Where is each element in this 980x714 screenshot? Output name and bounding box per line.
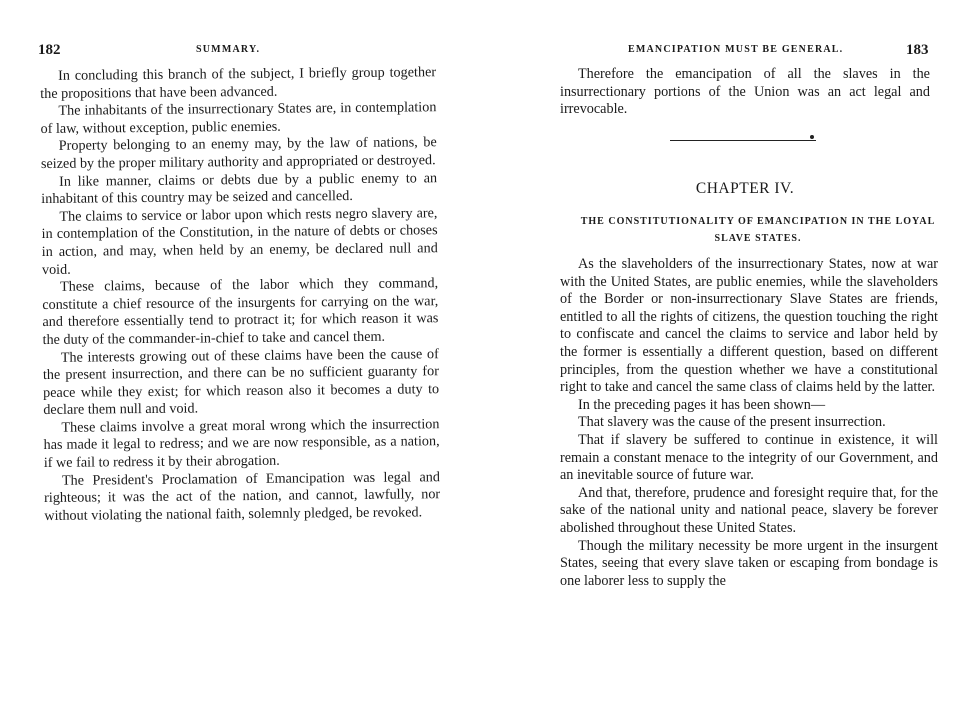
paragraph: In like manner, claims or debts due by a public enemy to an inhabitant of this country may be seized and cancelled.: [41, 169, 438, 208]
paragraph: These claims, because of the labor which they command, constitute a chief resource of the insurgents for carrying on the war, and therefore essentially tend to protract it; for which reason it was the duty of the commander-in-chief to take and cancel them.: [42, 275, 439, 348]
chapter-title: CHAPTER IV.: [695, 180, 795, 197]
paragraph: In the preceding pages it has been shown—: [578, 396, 826, 413]
left-page-body: [40, 64, 440, 525]
paragraph: These claims involve a great moral wrong which the insurrection has made it legal to redress; and we are now responsible, as a nation, if we fail to redress it by their abrogation.: [43, 416, 440, 472]
paragraph: In concluding this branch of the subject, I briefly group together the propositions that have been advanced.: [40, 64, 437, 102]
paragraph: Property belonging to an enemy may, by the law of nations, be seized by the proper military authority and appropriated or destroyed.: [40, 134, 437, 172]
running-head-left: SUMMARY.: [196, 44, 261, 55]
intro-paragraph: Therefore the emancipation of all the slaves in the insurrectionary portions of the Union was an act legal and irrevocable.: [560, 66, 930, 118]
paragraph: The claims to service or labor upon which rests negro slavery are, in contemplation of the Constitution, in the nature of debts or choses in action, and may, when held by an enemy, be declared null and void.: [41, 204, 438, 278]
intro-block: [560, 66, 930, 119]
section-divider: [670, 140, 816, 141]
divider-dot: [810, 135, 814, 139]
paragraph: Though the military necessity be more urgent in the insurgent States, seeing that every slave taken or escaping from bondage is one laborer less to supply the: [560, 537, 938, 589]
running-head-right: EMANCIPATION MUST BE GENERAL.: [628, 44, 844, 55]
right-page: [490, 0, 980, 714]
page-number-right: 183: [906, 42, 929, 58]
page-number-left: 182: [38, 42, 61, 58]
right-page-body: [560, 256, 938, 590]
chapter-subtitle: THE CONSTITUTIONALITY OF EMANCIPATION IN THE LOYAL SLAVE STATES.: [580, 216, 936, 244]
paragraph: The inhabitants of the insurrectionary States are, in contemplation of law, without exception, public enemies.: [40, 99, 437, 137]
paragraph: As the slaveholders of the insurrectionary States, now at war with the United States, are public enemies, while the slaveholders of the Border or non-insurrectionary Slave States are friends, entitled to all the rights of citizens, the question touching the right to confiscate and cancel the claims to service and labor held by the former is essentially a different question, based on different principles, from the question whether we have a constitutional right to take and cancel the same class of claims held by the latter.: [560, 256, 938, 396]
paragraph: And that, therefore, prudence and foresight require that, for the sake of the national unity and national peace, slavery be forever abolished throughout these United States.: [560, 484, 938, 536]
paragraph: That slavery was the cause of the present insurrection.: [578, 414, 886, 431]
paragraph: The President's Proclamation of Emancipation was legal and righteous; it was the act of the nation, and cannot, lawfully, nor without violating the national faith, solemnly pledged, be revoked.: [44, 468, 441, 524]
paragraph: The interests growing out of these claims have been the cause of the present insurrection, and there can be no sufficient guaranty for peace while they exist; for which reason also it becomes a duty to declare them null and void.: [42, 345, 440, 419]
paragraph: That if slavery be suffered to continue in existence, it will remain a constant menace to the integrity of our Government, and an inevitable source of future war.: [560, 431, 938, 484]
